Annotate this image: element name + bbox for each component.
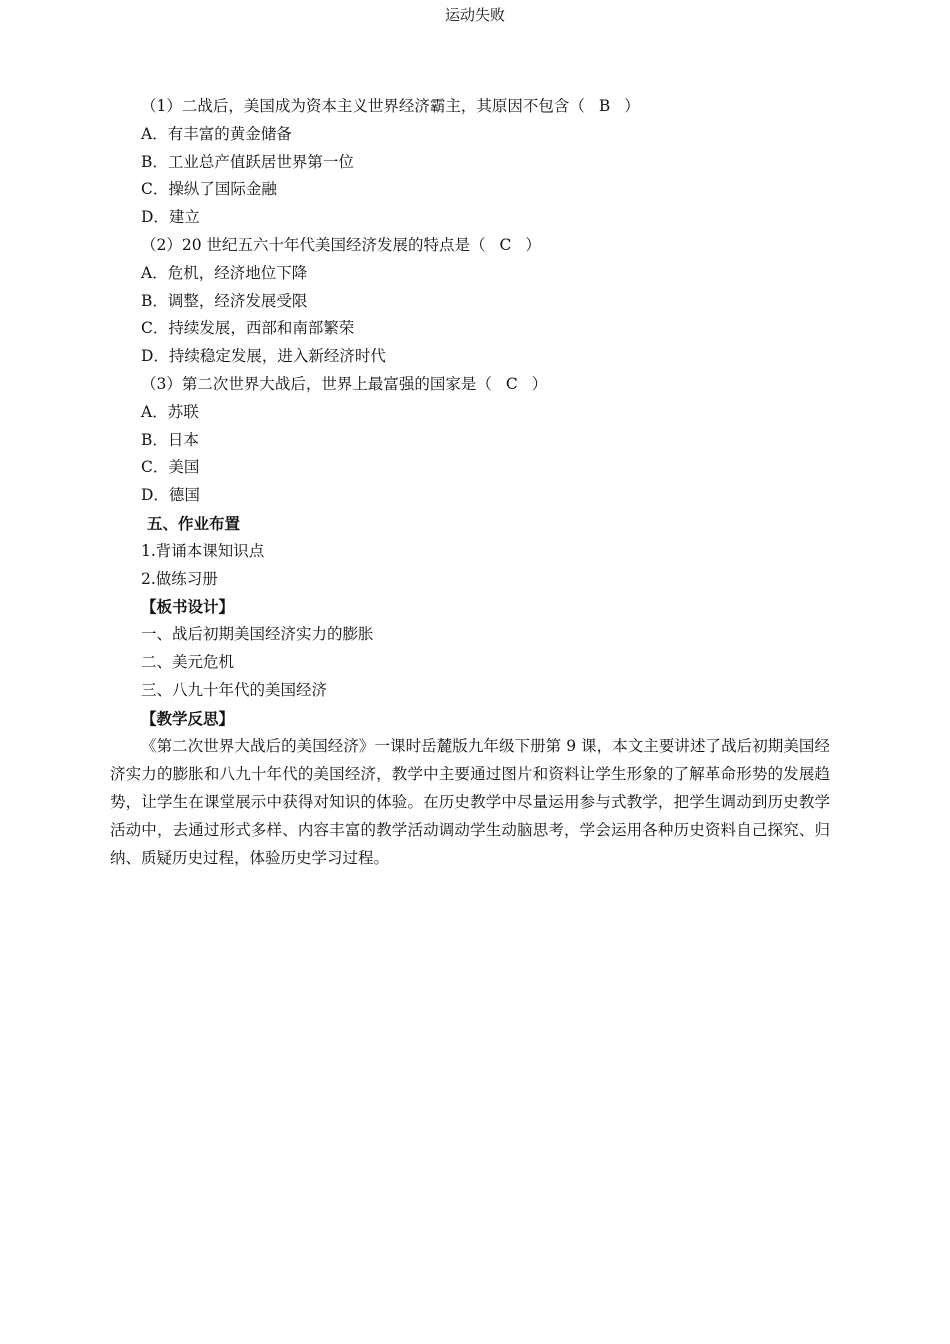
- question-2-answer: C: [499, 235, 512, 254]
- reflection-heading: 【教学反思】: [141, 708, 235, 728]
- homework-item: 2.做练习册: [141, 569, 218, 588]
- question-1-option: C．操纵了国际金融: [141, 180, 277, 199]
- question-1-option: A．有丰富的黄金储备: [141, 124, 292, 143]
- question-2-option: D．持续稳定发展，进入新经济时代: [141, 347, 386, 366]
- question-3-option: B．日本: [141, 430, 199, 449]
- homework-item: 1.背诵本课知识点: [141, 541, 265, 560]
- reflection-paragraph: 《第二次世界大战后的美国经济》一课时岳麓版九年级下册第 9 课，本文主要讲述了战后初期美国经济实力的膨胀和八九十年代的美国经济，教学中主要通过图片和资料让学生形象的了解革命形势的发展趋势，让学生在课堂展示中获得对知识的体验。在历史教学中尽量运用参与式教学，把学生调动到历史教学活动中，去通过形式多样、内容丰富的教学活动调动学生动脑思考，学会运用各种历史资料自己探究、归纳、质疑历史过程，体验历史学习过程。: [110, 737, 830, 868]
- question-1-option: B．工业总产值跃居世界第一位: [141, 152, 354, 171]
- question-2-option: C．持续发展，西部和南部繁荣: [141, 319, 355, 338]
- board-design-item: 三、八九十年代的美国经济: [141, 680, 328, 699]
- document-body: [110, 93, 830, 872]
- question-2-option: B．调整，经济发展受限: [141, 291, 308, 310]
- question-2-stem: （2）20 世纪五六十年代美国经济发展的特点是（ C ）: [110, 232, 830, 260]
- question-3-option: A．苏联: [141, 402, 199, 421]
- question-2-option: A．危机，经济地位下降: [141, 263, 308, 282]
- question-3-option: D．德国: [141, 486, 200, 505]
- question-1-option: D．建立: [141, 208, 200, 227]
- question-1-stem: （1）二战后，美国成为资本主义世界经济霸主，其原因不包含（ B ）: [110, 93, 830, 121]
- question-1-answer: B: [598, 97, 611, 115]
- board-design-item: 一、战后初期美国经济实力的膨胀: [141, 625, 374, 644]
- homework-heading: 五、作业布置: [147, 513, 241, 533]
- question-3-stem: （3）第二次世界大战后，世界上最富强的国家是（ C ）: [110, 371, 830, 399]
- question-3-answer: C: [505, 374, 518, 393]
- page-header: 运动失败: [444, 6, 505, 24]
- question-3-option: C．美国: [141, 458, 200, 477]
- board-design-item: 二、美元危机: [141, 652, 235, 671]
- board-design-heading: 【板书设计】: [141, 597, 235, 617]
